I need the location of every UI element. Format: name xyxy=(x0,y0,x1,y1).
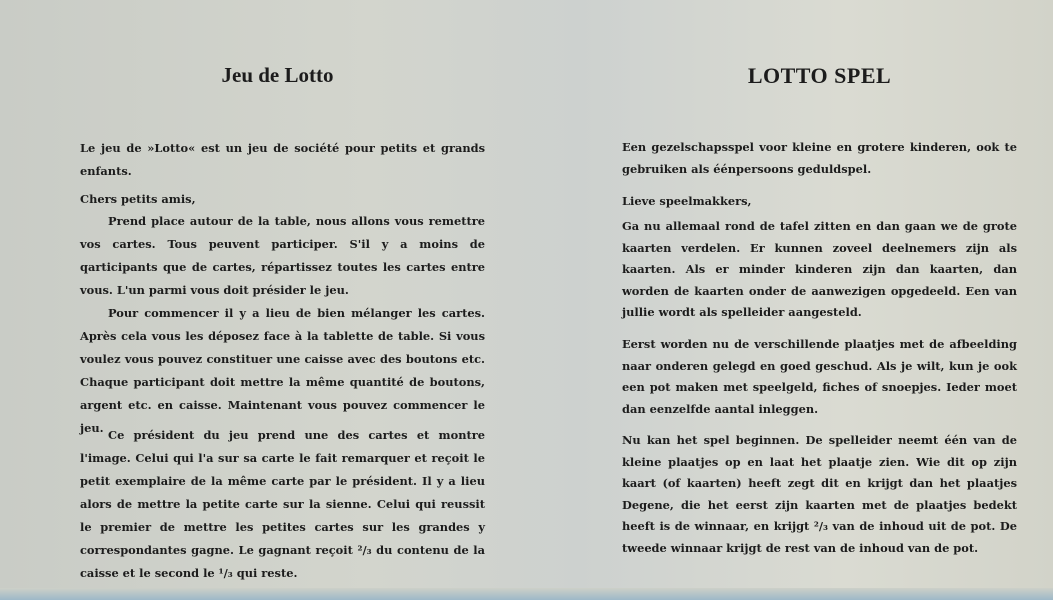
french-greeting: Chers petits amis, xyxy=(80,192,196,206)
french-title: Jeu de Lotto xyxy=(221,63,334,87)
dutch-paragraph-2: Eerst worden nu de verschillende plaatjes met de afbeelding naar onderen gelegd en goed geschud. Als je wilt, kun je ook een pot maken met speelgeld, fiches of snoepjes. Ieder moet dan eenzelfde aantal inleggen. xyxy=(622,337,1017,416)
french-paragraph-1: Prend place autour de la table, nous allons vous remettre vos cartes. Tous peuvent participer. S'il y a moins de qarticipants que de cartes, répartissez toutes les cartes entre vous. L'un parmi vous doit présider le jeu. xyxy=(80,214,485,297)
french-paragraph-3: Ce président du jeu prend une des cartes et montre l'image. Celui qui l'a sur sa carte le fait remarquer et reçoit le petit exemplaire de la même carte par le président. Il y a lieu alors de mettre la petite carte sur la sienne. Celui qui reussit le premier de mettre les petites cartes sur les grandes y correspondantes gagne. Le gagnant reçoit ²/₃ du contenu de la caisse et le second le ¹/₃ qui reste. xyxy=(80,428,485,580)
dutch-paragraph-1: Ga nu allemaal rond de tafel zitten en dan gaan we de grote kaarten verdelen. Er kunnen zoveel deelnemers zijn als kaarten. Als er minder kinderen zijn dan kaarten, dan worden de kaarten onder de aanwezigen opgedeeld. Een van jullie wordt als spelleider aangesteld. xyxy=(622,219,1017,319)
dutch-title: LOTTO SPEL xyxy=(747,63,892,88)
french-paragraph-2: Pour commencer il y a lieu de bien mélanger les cartes. Après cela vous les déposez face à la tablette de table. Si vous voulez vous pouvez constituer une caisse avec des boutons etc. Chaque participant doit mettre la même quantité de boutons, argent etc. en caisse. Maintenant vous pouvez commencer le jeu. xyxy=(80,306,485,435)
dutch-paragraph-3: Nu kan het spel beginnen. De spelleider neemt één van de kleine plaatjes op en laat het plaatje zien. Wie dit op zijn kaart (of kaarten) heeft zegt dit en krijgt dan het plaatjes Degene, die het eerst zijn kaarten met de plaatjes bedekt heeft is de winnaar, en krijgt ²/₃ van de inhoud uit de pot. De tweede winnaar krijgt de rest van de inhoud van de pot. xyxy=(622,433,1017,555)
french-intro: Le jeu de »Lotto« est un jeu de société pour petits et grands enfants. xyxy=(80,141,485,178)
dutch-greeting: Lieve speelmakkers, xyxy=(622,194,752,208)
dutch-intro: Een gezelschapsspel voor kleine en grotere kinderen, ook te gebruiken als éénpersoons geduldspel. xyxy=(622,140,1017,176)
